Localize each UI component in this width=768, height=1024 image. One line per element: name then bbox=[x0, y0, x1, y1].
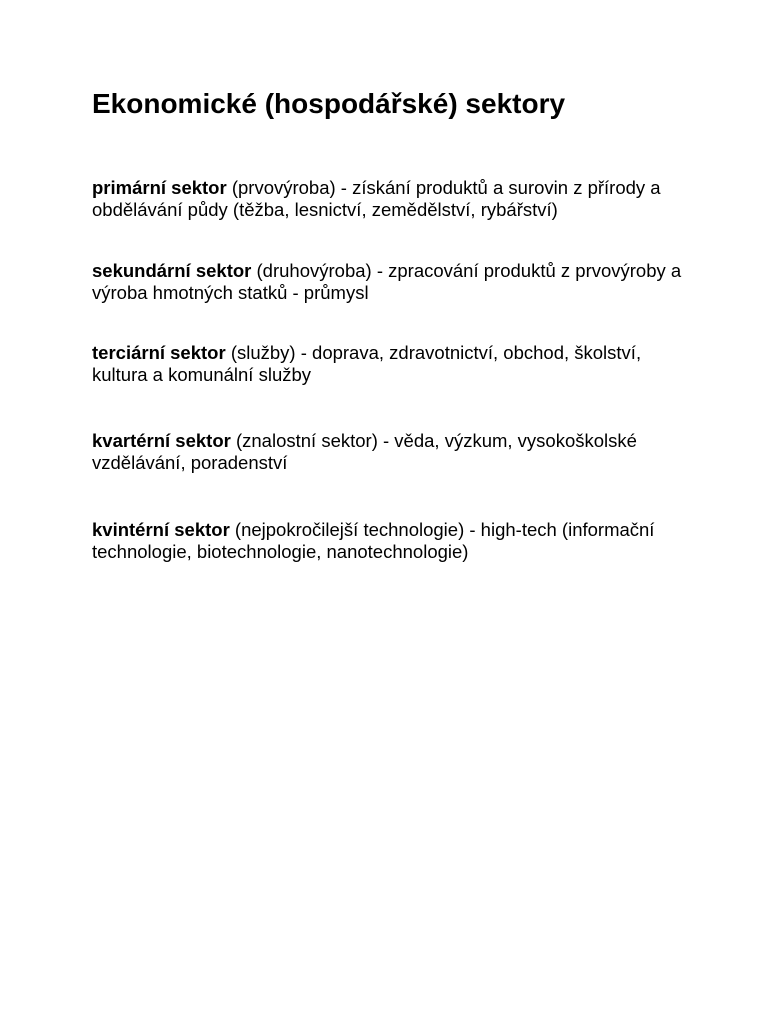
sector-term: terciární sektor bbox=[92, 342, 226, 363]
sector-term: primární sektor bbox=[92, 177, 227, 198]
sector-paragraph-secondary bbox=[92, 260, 682, 304]
sector-description: (služby) - doprava, zdravotnictví, obchod, školství, kultura a komunální služby bbox=[92, 342, 642, 385]
sector-paragraph-tertiary bbox=[92, 342, 682, 386]
sector-paragraph-primary bbox=[92, 177, 682, 221]
document-title: Ekonomické (hospodářské) sektory bbox=[92, 88, 566, 119]
sector-description: (druhovýroba) - zpracování produktů z prvovýroby a výroba hmotných statků - průmysl bbox=[92, 260, 682, 303]
sector-paragraph-quaternary bbox=[92, 430, 682, 474]
sector-term: kvartérní sektor bbox=[92, 430, 231, 451]
sector-term: sekundární sektor bbox=[92, 260, 252, 281]
sector-description: (znalostní sektor) - věda, výzkum, vysokoškolské vzdělávání, poradenství bbox=[92, 430, 637, 473]
sector-paragraph-quinary bbox=[92, 519, 682, 563]
sector-description: (prvovýroba) - získání produktů a surovin z přírody a obdělávání půdy (těžba, lesnictví, zemědělství, rybářství) bbox=[92, 177, 661, 220]
sector-description: (nejpokročilejší technologie) - high-tech (informační technologie, biotechnologie, nanotechnologie) bbox=[92, 519, 655, 562]
sector-term: kvintérní sektor bbox=[92, 519, 230, 540]
